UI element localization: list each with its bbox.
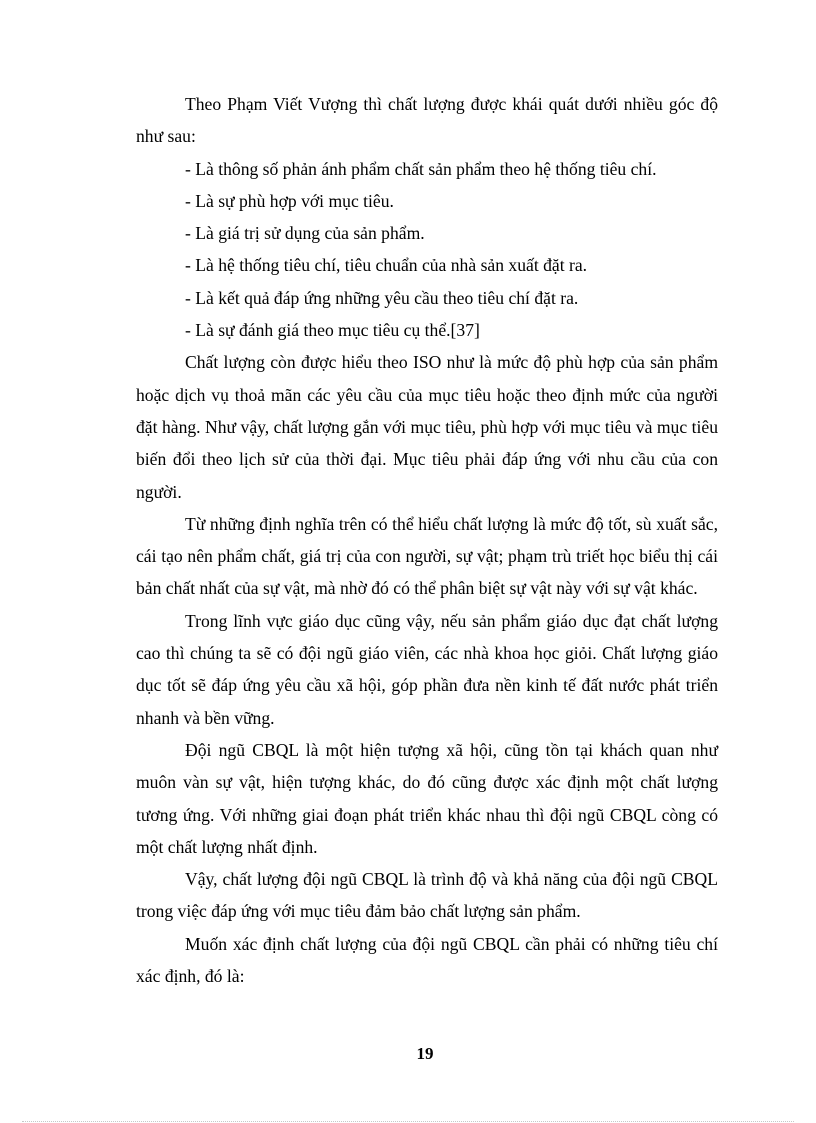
- bullet-item: - Là kết quả đáp ứng những yêu cầu theo tiêu chí đặt ra.: [185, 287, 579, 308]
- bullet-item: - Là sự phù hợp với mục tiêu.: [185, 190, 394, 211]
- paragraph: Từ những định nghĩa trên có thể hiểu chất lượng là mức độ tốt, sù xuất sắc, cái tạo nên phẩm chất, giá trị của con người, sự vật; phạm trù triết học biểu thị cái bản chất nhất của sự vật, mà nhờ đó có thể phân biệt sự vật này với sự vật khác.: [136, 513, 718, 599]
- bullet-item: - Là thông số phản ánh phẩm chất sản phẩm theo hệ thống tiêu chí.: [185, 158, 657, 179]
- bullet-item: - Là hệ thống tiêu chí, tiêu chuẩn của nhà sản xuất đặt ra.: [185, 255, 588, 276]
- paragraph: Trong lĩnh vực giáo dục cũng vậy, nếu sản phẩm giáo dục đạt chất lượng cao thì chúng ta sẽ có đội ngũ giáo viên, các nhà khoa học giỏi. Chất lượng giáo dục tốt sẽ đáp ứng yêu cầu xã hội, góp phần đưa nền kinh tế đất nước phát triển nhanh và bền vững.: [136, 610, 718, 728]
- intro-paragraph: Theo Phạm Viết Vượng thì chất lượng được khái quát dưới nhiều góc độ như sau:: [136, 94, 718, 147]
- page-bottom-divider: [22, 1121, 794, 1122]
- bullet-item: - Là giá trị sử dụng của sản phẩm.: [185, 223, 425, 244]
- bullet-item: - Là sự đánh giá theo mục tiêu cụ thể.[37]: [185, 320, 480, 341]
- page-number: 19: [416, 1044, 434, 1063]
- paragraph: Đội ngũ CBQL là một hiện tượng xã hội, cũng tồn tại khách quan như muôn vàn sự vật, hiện tượng khác, do đó cũng được xác định một chất lượng tương ứng. Với những giai đoạn phát triển khác nhau thì đội ngũ CBQL còng có một chất lượng nhất định.: [136, 739, 718, 857]
- body-text: [136, 88, 718, 992]
- paragraph: Muốn xác định chất lượng của đội ngũ CBQL cần phải có những tiêu chí xác định, đó là:: [136, 933, 718, 987]
- paragraph: Vậy, chất lượng đội ngũ CBQL là trình độ và khả năng của đội ngũ CBQL trong việc đáp ứng với mục tiêu đảm bảo chất lượng sản phẩm.: [136, 869, 718, 922]
- paragraph: Chất lượng còn được hiểu theo ISO như là mức độ phù hợp của sản phẩm hoặc dịch vụ thoả mãn các yêu cầu của mục tiêu hoặc theo định mức của người đặt hàng. Như vậy, chất lượng gắn với mục tiêu, phù hợp với mục tiêu và mục tiêu biến đổi theo lịch sử của thời đại. Mục tiêu phải đáp ứng với nhu cầu của con người.: [136, 352, 718, 502]
